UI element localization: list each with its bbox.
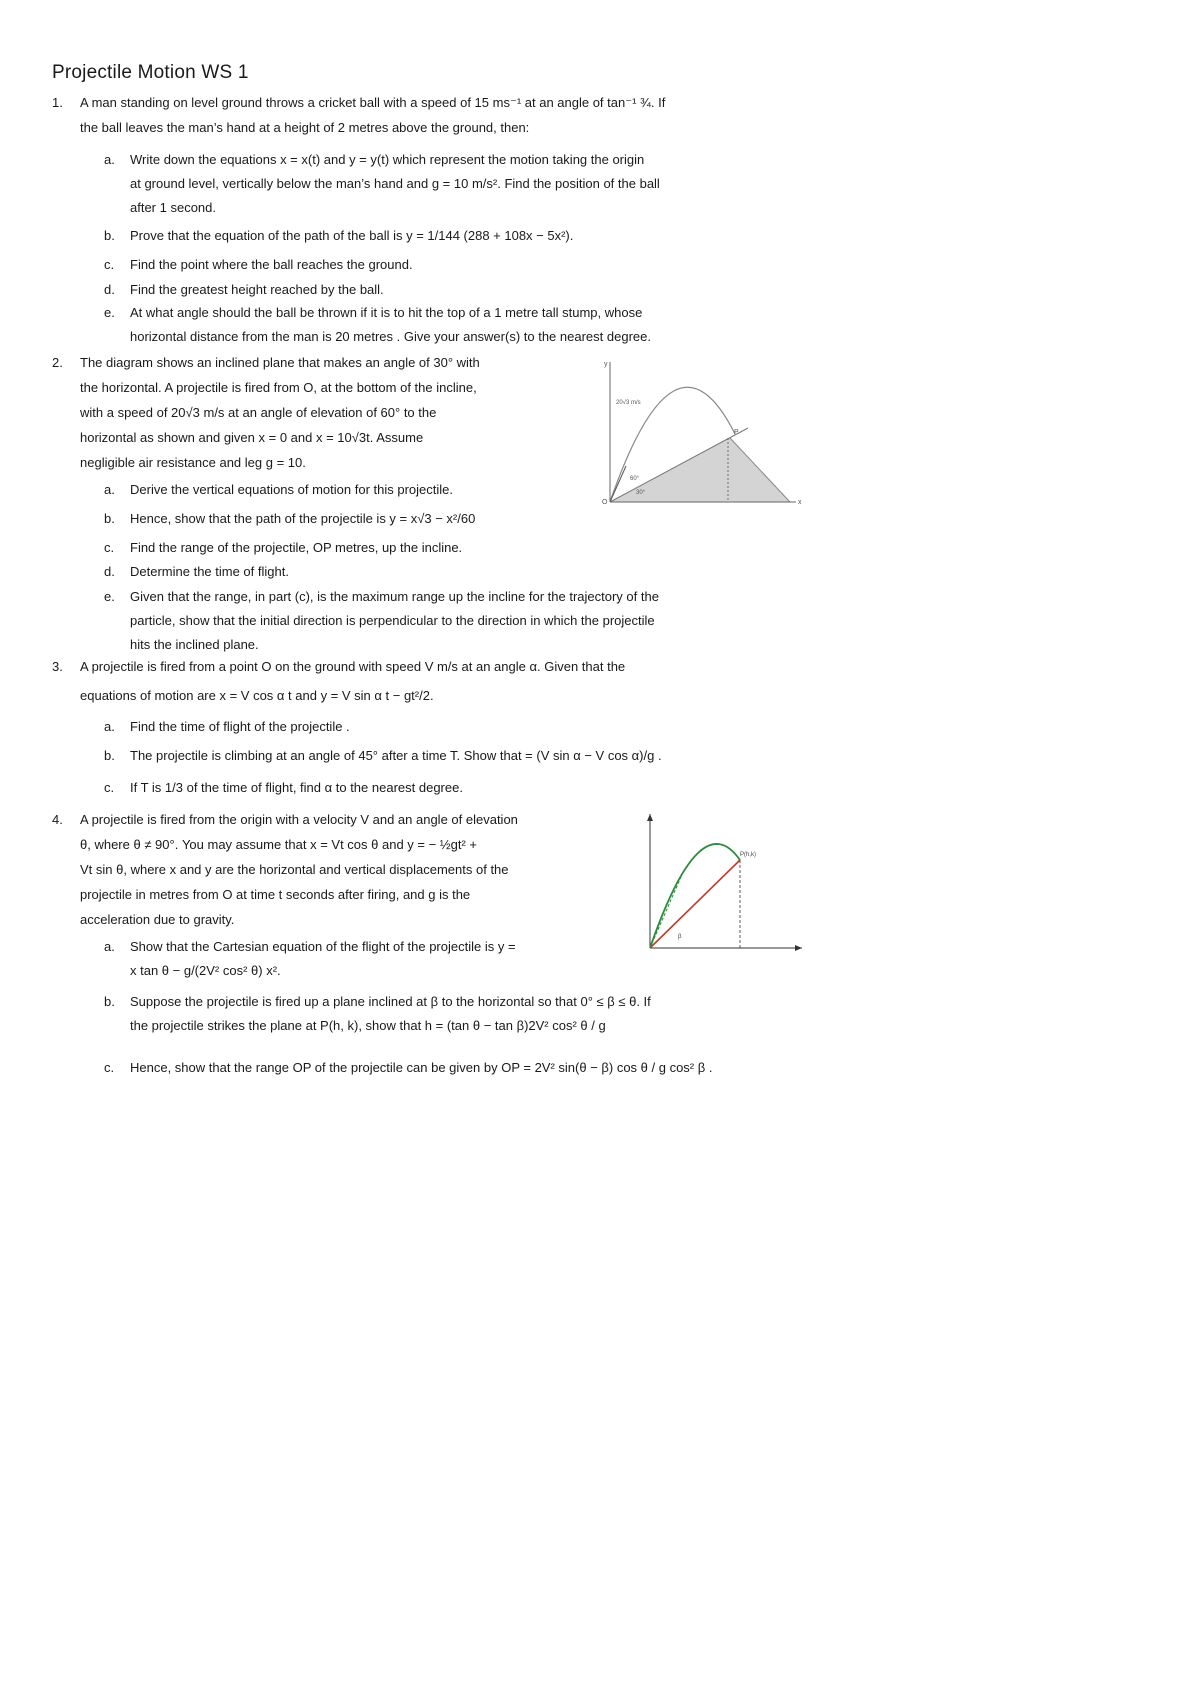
point-p-label: P bbox=[734, 429, 739, 436]
question-1-part-e bbox=[104, 301, 824, 349]
part-text-line: Find the point where the ball reaches the ground. bbox=[130, 257, 413, 272]
question-text-line: horizontal as shown and given x = 0 and x = 10√3t. Assume bbox=[80, 430, 424, 445]
question-3-part-a bbox=[104, 715, 824, 739]
question-text-line: A projectile is fired from the origin with a velocity V and an angle of elevation bbox=[80, 812, 518, 827]
question-text-line: acceleration due to gravity. bbox=[80, 912, 235, 927]
part-text-line: Determine the time of flight. bbox=[130, 564, 289, 579]
part-text-line: Suppose the projectile is fired up a plane inclined at β to the horizontal so that 0° ≤ β ≤ θ. If bbox=[130, 994, 651, 1009]
question-1-part-c bbox=[104, 253, 824, 277]
question-text-line: A projectile is fired from a point O on the ground with speed V m/s at an angle α. Given that the bbox=[80, 659, 626, 674]
origin-label: O bbox=[602, 499, 608, 504]
question-1-part-b bbox=[104, 224, 824, 248]
question-4-part-b bbox=[104, 990, 824, 1038]
point-p-label: P(h,k) bbox=[740, 852, 757, 858]
part-text-line: x tan θ − g/(2V² cos² θ) x². bbox=[130, 963, 281, 978]
angle-30-label: 30° bbox=[636, 490, 646, 496]
part-label: c. bbox=[104, 780, 115, 795]
part-text-line: Derive the vertical equations of motion for this projectile. bbox=[130, 482, 453, 497]
part-label: a. bbox=[104, 482, 115, 497]
part-text-line: Find the range of the projectile, OP metres, up the incline. bbox=[130, 540, 463, 555]
question-text-line: with a speed of 20√3 m/s at an angle of elevation of 60° to the bbox=[80, 405, 437, 420]
part-text-line: at ground level, vertically below the man’s hand and g = 10 m/s². Find the position of the ball bbox=[130, 176, 660, 191]
y-axis-arrowhead bbox=[647, 814, 653, 821]
trajectory-curve bbox=[650, 844, 740, 948]
question-1-part-d bbox=[104, 278, 824, 302]
part-label: a. bbox=[104, 152, 115, 167]
part-text-line: If T is 1/3 of the time of flight, find α to the nearest degree. bbox=[130, 780, 463, 795]
part-text-line: At what angle should the ball be thrown if it is to hit the top of a 1 metre tall stump, whose bbox=[130, 305, 643, 320]
question-text-line: Vt sin θ, where x and y are the horizontal and vertical displacements of the bbox=[80, 862, 509, 877]
question-number: 4. bbox=[52, 812, 63, 827]
speed-label: 20√3 m/s bbox=[616, 400, 641, 406]
question-text-line: projectile in metres from O at time t seconds after firing, and g is the bbox=[80, 887, 471, 902]
part-label: e. bbox=[104, 589, 115, 604]
x-axis-label: x bbox=[798, 499, 802, 504]
part-label: a. bbox=[104, 719, 115, 734]
part-label: b. bbox=[104, 748, 115, 763]
y-axis-label: y bbox=[604, 361, 608, 368]
part-label: d. bbox=[104, 564, 115, 579]
part-label: c. bbox=[104, 540, 115, 555]
question-4-part-c bbox=[104, 1056, 824, 1080]
part-text-line: Find the greatest height reached by the ball. bbox=[130, 282, 384, 297]
question-3-part-b bbox=[104, 744, 824, 768]
part-text-line: Find the time of flight of the projectile . bbox=[130, 719, 350, 734]
part-label: e. bbox=[104, 305, 115, 320]
part-text-line: horizontal distance from the man is 20 metres . Give your answer(s) to the nearest degree. bbox=[130, 329, 651, 344]
question-text-line: the horizontal. A projectile is fired from O, at the bottom of the incline, bbox=[80, 380, 477, 395]
question-1 bbox=[52, 90, 812, 140]
question-1-part-a bbox=[104, 148, 824, 220]
part-label: b. bbox=[104, 994, 115, 1009]
page-title: Projectile Motion WS 1 bbox=[52, 62, 249, 83]
question-number: 1. bbox=[52, 95, 63, 110]
question-3-part-c bbox=[104, 776, 824, 800]
x-axis-arrowhead bbox=[795, 945, 802, 951]
angle-60-label: 60° bbox=[630, 476, 640, 482]
question-3 bbox=[52, 654, 812, 708]
part-text-line: Given that the range, in part (c), is the maximum range up the incline for the trajectory of the bbox=[130, 589, 659, 604]
question-4 bbox=[52, 807, 642, 932]
question-text-line: the ball leaves the man’s hand at a height of 2 metres above the ground, then: bbox=[80, 120, 530, 135]
question-text-line: The diagram shows an inclined plane that makes an angle of 30° with bbox=[80, 355, 480, 370]
beta-angle-label: β bbox=[678, 934, 682, 940]
part-label: c. bbox=[104, 257, 115, 272]
question-text-line: A man standing on level ground throws a cricket ball with a speed of 15 ms⁻¹ at an angle of tan⁻¹ ¾. If bbox=[80, 95, 666, 110]
part-text-line: Hence, show that the range OP of the projectile can be given by OP = 2V² sin(θ − β) cos θ / g cos² β . bbox=[130, 1060, 713, 1075]
part-label: b. bbox=[104, 228, 115, 243]
part-text-line: Prove that the equation of the path of the ball is y = 1/144 (288 + 108x − 5x²). bbox=[130, 228, 574, 243]
part-text-line: Show that the Cartesian equation of the flight of the projectile is y = bbox=[130, 939, 516, 954]
question-2-part-e bbox=[104, 585, 824, 657]
part-text-line: hits the inclined plane. bbox=[130, 637, 259, 652]
question-text-line: negligible air resistance and leg g = 10. bbox=[80, 455, 306, 470]
question-2 bbox=[52, 350, 612, 475]
part-label: d. bbox=[104, 282, 115, 297]
question-text-line: equations of motion are x = V cos α t and y = V sin α t − gt²/2. bbox=[80, 688, 434, 703]
question-text-line: θ, where θ ≠ 90°. You may assume that x = Vt cos θ and y = − ½gt² + bbox=[80, 837, 478, 852]
question-2-part-c bbox=[104, 536, 564, 560]
part-label: c. bbox=[104, 1060, 115, 1075]
part-text-line: after 1 second. bbox=[130, 200, 216, 215]
question-number: 3. bbox=[52, 659, 63, 674]
question-2-part-d bbox=[104, 560, 564, 584]
projectile-plane-diagram bbox=[640, 808, 810, 958]
question-2-part-a bbox=[104, 478, 564, 502]
question-number: 2. bbox=[52, 355, 63, 370]
part-label: b. bbox=[104, 511, 115, 526]
question-4-part-a bbox=[104, 935, 624, 983]
part-text-line: particle, show that the initial direction is perpendicular to the direction in which the projectile bbox=[130, 613, 655, 628]
question-2-part-b bbox=[104, 507, 564, 531]
part-text-line: Hence, show that the path of the projectile is y = x√3 − x²/60 bbox=[130, 511, 476, 526]
part-text-line: the projectile strikes the plane at P(h, k), show that h = (tan θ − tan β)2V² cos² θ / g bbox=[130, 1018, 606, 1033]
part-label: a. bbox=[104, 939, 115, 954]
inclined-plane-diagram bbox=[600, 354, 810, 504]
part-text-line: The projectile is climbing at an angle of 45° after a time T. Show that = (V sin α − V cos α)/g . bbox=[130, 748, 662, 763]
part-text-line: Write down the equations x = x(t) and y = y(t) which represent the motion taking the origin bbox=[130, 152, 645, 167]
inclined-plane-line bbox=[650, 860, 740, 948]
